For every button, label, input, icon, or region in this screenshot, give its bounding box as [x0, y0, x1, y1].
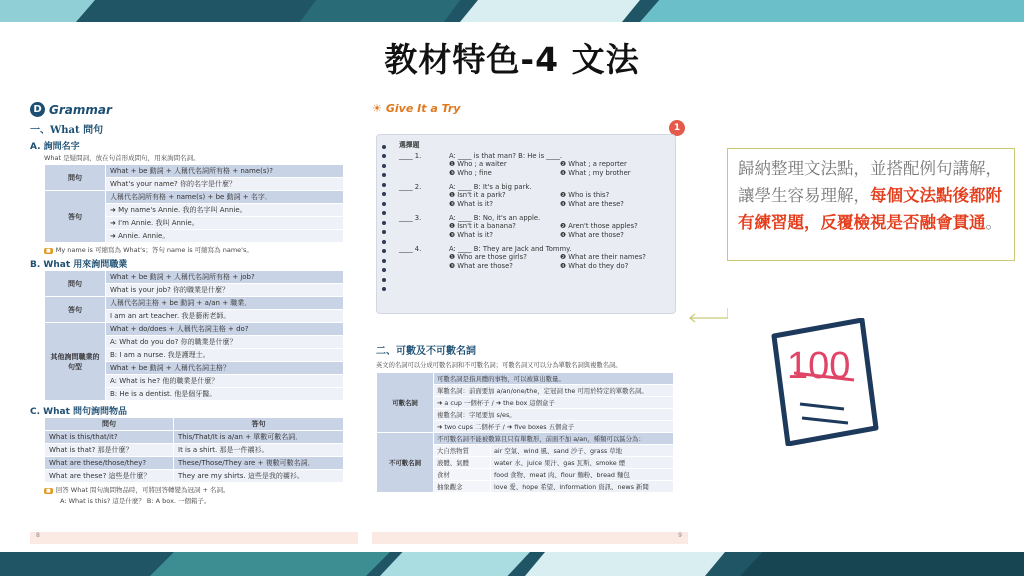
table-cell: ➜ I'm Annie. 我叫 Annie。: [106, 217, 344, 230]
table-cell: food 食物、meat 肉、flour 麵粉、bread 麵包: [491, 469, 674, 481]
table-cell: What is that? 那是什麼？: [45, 444, 174, 457]
tip-icon: ■: [46, 488, 51, 494]
table-cell: These/Those/They are + 複數可數名詞．: [174, 457, 344, 470]
table-cell: 單數名詞：前面要加 a/an/one/the，定冠詞 the 可用於特定的單數名詞。: [434, 385, 674, 397]
table-cell: What is this/that/it?: [45, 431, 174, 444]
table-cell: What are these/those/they?: [45, 457, 174, 470]
table-cell: 人稱代名詞所有格 + name(s) + be 動詞 + 名字．: [106, 191, 344, 204]
table-cell: What's your name? 你的名字是什麼？: [106, 178, 344, 191]
grammar-header: [30, 102, 358, 117]
table-cell: What + do/does + 人稱代名詞主格 + do?: [106, 323, 344, 336]
lightbulb-icon: ☀: [372, 102, 382, 115]
table-cell: 複數名詞：字尾要加 s/es。: [434, 409, 674, 421]
pointer-arrow-icon: [688, 308, 728, 328]
table-cell: 可數名詞是指具體的事物，可以被算出數量。: [434, 373, 674, 385]
grammar-title: Grammar: [49, 102, 112, 117]
bottom-decor-bar: [0, 552, 1024, 576]
part-c-title: C. What 問句詢問物品: [30, 407, 128, 417]
table-cell: air 空氣、wind 風、sand 沙子、grass 草地: [491, 445, 674, 457]
table-cell: B: He is a dentist. 他是個牙醫。: [106, 388, 344, 401]
table-cell: What + be 動詞 + 人稱代名詞主格？: [106, 362, 344, 375]
section-2-note: 英文的名詞可以分成可數名詞和不可數名詞；可數名詞又可以分為單數名詞與複數名詞。: [376, 362, 622, 369]
table-cell: 不可數名詞不能被數算且只有單數形，前面不加 a/an，種類可以區分為：: [434, 433, 674, 445]
part-b-title: B. What 用來詢問職業: [30, 260, 128, 270]
uncountable-label: 不可數名詞: [377, 433, 434, 493]
exercise-page: [372, 102, 688, 547]
col-header: 答句: [174, 418, 344, 431]
table-cell: What + be 動詞 + 人稱代名詞所有格 + job?: [106, 271, 344, 284]
callout-text: 歸納整理文法點，並搭配例句講解，讓學生容易理解，: [738, 159, 1002, 205]
noun-table: [376, 372, 674, 493]
top-decor-bar: [0, 0, 1024, 22]
part-a-title: A. 詢問名字: [30, 142, 80, 152]
give-it-a-try-header: [372, 102, 688, 115]
part-c-tip: ■ 回答 What 問句詢問物品時，可將回答轉變為冠詞 + 名詞。: [46, 486, 230, 494]
q-label: 問句: [45, 165, 106, 191]
part-c-table: [44, 417, 344, 483]
table-cell: ➜ My name's Annie. 我的名字叫 Annie。: [106, 204, 344, 217]
table-cell: A: What do you do? 你的職業是什麼？: [106, 336, 344, 349]
notebook-rings: [382, 139, 388, 297]
slide-title: 教材特色-4 文法: [384, 40, 640, 79]
question-item: ____ 2. A: ____ B: It's a big park. ❶ Isn't it a park? ❷ Who is this? ❸ What is it? ❹ What are these?: [399, 183, 624, 208]
table-cell: water 水、juice 果汁、gas 瓦斯、smoke 煙: [491, 457, 674, 469]
a-label: 答句: [45, 297, 106, 323]
table-cell: A: What is he? 他的職業是什麼？: [106, 375, 344, 388]
question-item: ____ 3. A: ____ B: No, it's an apple. ❶ Isn't it a banana? ❷ Aren't those apples? ❸ What is it? ❹ What are those?: [399, 214, 638, 239]
table-cell: What are these? 這些是什麼？: [45, 470, 174, 483]
q-label: 問句: [45, 271, 106, 297]
tip-icon: ■: [46, 248, 51, 254]
table-cell: What is your job? 你的職業是什麼？: [106, 284, 344, 297]
callout-highlight: 每個文法點後都附有練習題，反覆檢視是否融會貫通: [738, 186, 1002, 232]
table-cell: They are my shirts. 這些是我的襯衫。: [174, 470, 344, 483]
part-b-table: [44, 270, 344, 401]
part-c-tip-example: A: What is this? 這是什麼？ B: A box. 一個箱子。: [60, 497, 211, 505]
exercise-number-badge: 1: [669, 120, 685, 136]
notebook-card: [376, 134, 676, 314]
page-footer: 8: [30, 532, 358, 544]
page-footer: 9: [372, 532, 688, 544]
table-cell: 大自然物質: [434, 445, 491, 457]
section-title: 一、What 問句: [30, 125, 104, 136]
table-cell: 人稱代名詞主格 + be 動詞 + a/an + 職業．: [106, 297, 344, 310]
part-a-tip: ■ My name is 可縮寫為 What's；答句 name is 可縮寫為 name's。: [46, 246, 253, 254]
a-label: 答句: [45, 191, 106, 243]
table-cell: This/That/It is a/an + 單數可數名詞．: [174, 431, 344, 444]
table-cell: I am an art teacher. 我是藝術老師。: [106, 310, 344, 323]
callout-end: 。: [985, 213, 1002, 232]
table-cell: ➜ two cups 二個杯子 / ➜ five boxes 五個盒子: [434, 421, 674, 433]
question-item: ____ 1. A: ____ is that man? B: He is ____. ❶ Who ; a waiter ❷ What ; a reporter ❸ Who ; fine ❹ What ; my brother: [399, 152, 631, 177]
table-cell: 液體、氣體: [434, 457, 491, 469]
table-cell: It is a shirt. 那是一件襯衫。: [174, 444, 344, 457]
part-a-note: What 是疑問詞，放在句首形成問句，用來詢問名詞。: [44, 154, 200, 162]
question-item: ____ 4. A: ____ B: They are Jack and Tommy. ❶ Who are those girls? ❷ What are their names? ❸ What are those? ❹ What do they do?: [399, 245, 646, 270]
part-a-table: [44, 164, 344, 243]
table-cell: B: I am a nurse. 我是護理士。: [106, 349, 344, 362]
other-label: 其他詢問職業的句型: [45, 323, 106, 401]
callout-box: [727, 148, 1015, 261]
table-cell: ➜ a cup 一個杯子 / ➜ the box 這個盒子: [434, 397, 674, 409]
col-header: 問句: [45, 418, 174, 431]
table-cell: love 愛、hope 希望、information 資訊、news 新聞: [491, 481, 674, 493]
give-it-a-try-title: Give It a Try: [385, 102, 461, 115]
score-text: 100: [787, 345, 851, 387]
table-cell: What + be 動詞 + 人稱代名詞所有格 + name(s)?: [106, 165, 344, 178]
section-2-title: 二、可數及不可數名詞: [376, 346, 476, 357]
table-cell: 抽象觀念: [434, 481, 491, 493]
grammar-page: [30, 102, 358, 547]
table-cell: ➜ Annie. Annie。: [106, 230, 344, 243]
countable-label: 可數名詞: [377, 373, 434, 433]
grammar-badge: D: [30, 102, 45, 117]
exercise-label: 選擇題: [399, 141, 420, 149]
table-cell: 食材: [434, 469, 491, 481]
